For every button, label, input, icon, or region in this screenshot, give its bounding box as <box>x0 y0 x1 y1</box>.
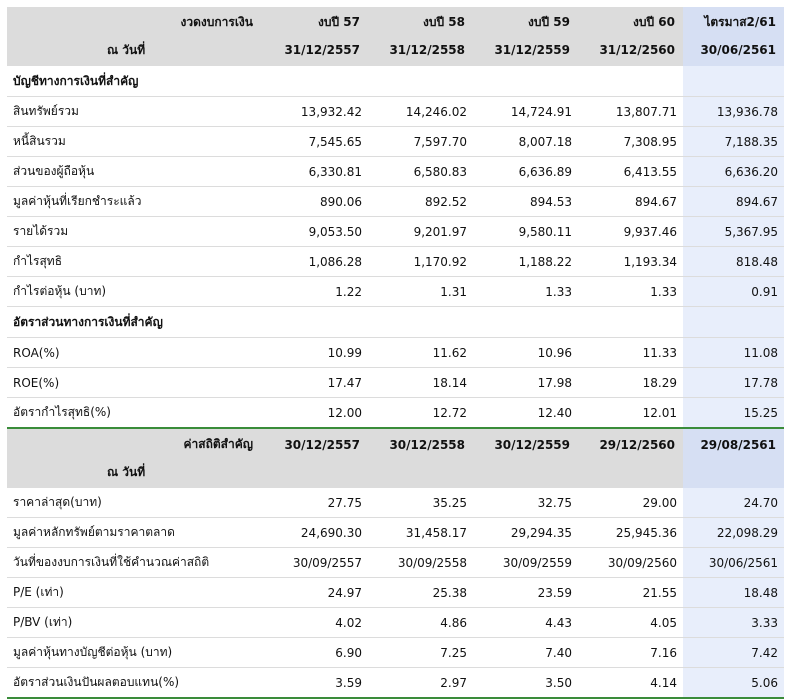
period-header-cell: งบปี 60 <box>578 7 683 36</box>
value-cell: 23.59 <box>473 578 578 608</box>
value-cell: 35.25 <box>368 488 473 518</box>
table-row <box>7 127 784 157</box>
value-cell: 24,690.30 <box>263 518 368 548</box>
row-label: วันที่ของงบการเงินที่ใช้คำนวณค่าสถิติ <box>7 548 263 578</box>
stats-date-cell: 30/12/2558 <box>368 428 473 458</box>
value-cell: 9,053.50 <box>263 217 368 247</box>
table-row <box>7 217 784 247</box>
value-cell: 7.16 <box>578 638 683 668</box>
value-cell: 30/09/2557 <box>263 548 368 578</box>
value-cell: 7.25 <box>368 638 473 668</box>
period-header-title: งวดงบการเงิน <box>7 7 263 36</box>
row-label: กำไรต่อหุ้น (บาท) <box>7 277 263 307</box>
value-cell: 1.33 <box>473 277 578 307</box>
value-cell: 1,193.34 <box>578 247 683 277</box>
value-cell: 3.50 <box>473 668 578 699</box>
value-cell: 22,098.29 <box>683 518 784 548</box>
row-label: ส่วนของผู้ถือหุ้น <box>7 157 263 187</box>
value-cell: 8,007.18 <box>473 127 578 157</box>
value-cell: 7.42 <box>683 638 784 668</box>
value-cell: 14,246.02 <box>368 97 473 127</box>
value-cell: 30/09/2560 <box>578 548 683 578</box>
value-cell: 18.14 <box>368 368 473 398</box>
date-header-cell: 31/12/2559 <box>473 36 578 66</box>
period-header-row <box>7 7 784 36</box>
date-header-cell: 31/12/2557 <box>263 36 368 66</box>
date-header-title: ณ วันที่ <box>7 36 263 66</box>
value-cell: 4.14 <box>578 668 683 699</box>
period-header-cell: งบปี 59 <box>473 7 578 36</box>
value-cell: 13,807.71 <box>578 97 683 127</box>
value-cell: 894.53 <box>473 187 578 217</box>
date-header-cell: 30/06/2561 <box>683 36 784 66</box>
value-cell: 5.06 <box>683 668 784 699</box>
value-cell: 7,308.95 <box>578 127 683 157</box>
table-row <box>7 277 784 307</box>
table-row <box>7 398 784 429</box>
table-row <box>7 368 784 398</box>
value-cell: 30/09/2559 <box>473 548 578 578</box>
row-label: กำไรสุทธิ <box>7 247 263 277</box>
value-cell: 9,937.46 <box>578 217 683 247</box>
value-cell: 15.25 <box>683 398 784 429</box>
value-cell: 892.52 <box>368 187 473 217</box>
value-cell: 13,936.78 <box>683 97 784 127</box>
value-cell: 24.97 <box>263 578 368 608</box>
value-cell: 2.97 <box>368 668 473 699</box>
row-label: อัตราส่วนเงินปันผลตอบแทน(%) <box>7 668 263 699</box>
value-cell: 9,201.97 <box>368 217 473 247</box>
stats-subheader-row <box>7 458 784 488</box>
table-row <box>7 247 784 277</box>
value-cell: 11.33 <box>578 338 683 368</box>
value-cell: 30/06/2561 <box>683 548 784 578</box>
value-cell: 11.08 <box>683 338 784 368</box>
value-cell: 4.86 <box>368 608 473 638</box>
value-cell: 7,545.65 <box>263 127 368 157</box>
stats-date-cell: 29/12/2560 <box>578 428 683 458</box>
value-cell: 1.33 <box>578 277 683 307</box>
value-cell: 18.29 <box>578 368 683 398</box>
value-cell: 21.55 <box>578 578 683 608</box>
value-cell: 25,945.36 <box>578 518 683 548</box>
value-cell: 6,413.55 <box>578 157 683 187</box>
row-label: มูลค่าหุ้นที่เรียกชำระแล้ว <box>7 187 263 217</box>
value-cell: 31,458.17 <box>368 518 473 548</box>
value-cell: 3.59 <box>263 668 368 699</box>
value-cell: 7,188.35 <box>683 127 784 157</box>
row-label: อัตรากำไรสุทธิ(%) <box>7 398 263 429</box>
row-label: ROA(%) <box>7 338 263 368</box>
date-header-row <box>7 36 784 66</box>
value-cell: 29.00 <box>578 488 683 518</box>
value-cell: 894.67 <box>683 187 784 217</box>
section-title-row <box>7 66 784 97</box>
value-cell: 17.98 <box>473 368 578 398</box>
section-title: อัตราส่วนทางการเงินที่สำคัญ <box>7 307 263 338</box>
table-row <box>7 608 784 638</box>
value-cell: 6,636.89 <box>473 157 578 187</box>
value-cell: 7.40 <box>473 638 578 668</box>
value-cell: 25.38 <box>368 578 473 608</box>
stats-date-cell: 29/08/2561 <box>683 428 784 458</box>
value-cell: 818.48 <box>683 247 784 277</box>
value-cell: 12.72 <box>368 398 473 429</box>
value-cell: 890.06 <box>263 187 368 217</box>
value-cell: 4.05 <box>578 608 683 638</box>
row-label: ราคาล่าสุด(บาท) <box>7 488 263 518</box>
value-cell: 17.47 <box>263 368 368 398</box>
period-header-cell: งบปี 57 <box>263 7 368 36</box>
row-label: หนี้สินรวม <box>7 127 263 157</box>
period-header-cell: ไตรมาส2/61 <box>683 7 784 36</box>
stats-subheader-title: ณ วันที่ <box>7 458 263 488</box>
row-label: P/BV (เท่า) <box>7 608 263 638</box>
row-label: สินทรัพย์รวม <box>7 97 263 127</box>
value-cell: 24.70 <box>683 488 784 518</box>
value-cell: 6,636.20 <box>683 157 784 187</box>
value-cell: 0.91 <box>683 277 784 307</box>
value-cell: 13,932.42 <box>263 97 368 127</box>
period-header-cell: งบปี 58 <box>368 7 473 36</box>
row-label: รายได้รวม <box>7 217 263 247</box>
row-label: ROE(%) <box>7 368 263 398</box>
stats-date-cell: 30/12/2559 <box>473 428 578 458</box>
section-title-row <box>7 307 784 338</box>
value-cell: 12.00 <box>263 398 368 429</box>
value-cell: 10.99 <box>263 338 368 368</box>
value-cell: 6.90 <box>263 638 368 668</box>
value-cell: 12.01 <box>578 398 683 429</box>
row-label: มูลค่าหุ้นทางบัญชีต่อหุ้น (บาท) <box>7 638 263 668</box>
financial-summary-table <box>7 7 784 699</box>
date-header-cell: 31/12/2560 <box>578 36 683 66</box>
value-cell: 1,170.92 <box>368 247 473 277</box>
value-cell: 1,086.28 <box>263 247 368 277</box>
value-cell: 7,597.70 <box>368 127 473 157</box>
value-cell: 6,330.81 <box>263 157 368 187</box>
value-cell: 4.43 <box>473 608 578 638</box>
table-row <box>7 638 784 668</box>
value-cell: 4.02 <box>263 608 368 638</box>
value-cell: 10.96 <box>473 338 578 368</box>
value-cell: 14,724.91 <box>473 97 578 127</box>
date-header-cell: 31/12/2558 <box>368 36 473 66</box>
row-label: P/E (เท่า) <box>7 578 263 608</box>
value-cell: 5,367.95 <box>683 217 784 247</box>
value-cell: 11.62 <box>368 338 473 368</box>
value-cell: 1.31 <box>368 277 473 307</box>
value-cell: 30/09/2558 <box>368 548 473 578</box>
table-row <box>7 548 784 578</box>
value-cell: 12.40 <box>473 398 578 429</box>
value-cell: 27.75 <box>263 488 368 518</box>
value-cell: 32.75 <box>473 488 578 518</box>
table-row <box>7 338 784 368</box>
stats-header-title: ค่าสถิติสำคัญ <box>7 428 263 458</box>
table-row <box>7 187 784 217</box>
value-cell: 3.33 <box>683 608 784 638</box>
stats-header-row <box>7 428 784 458</box>
value-cell: 1,188.22 <box>473 247 578 277</box>
value-cell: 9,580.11 <box>473 217 578 247</box>
row-label: มูลค่าหลักทรัพย์ตามราคาตลาด <box>7 518 263 548</box>
stats-date-cell: 30/12/2557 <box>263 428 368 458</box>
table-row <box>7 488 784 518</box>
value-cell: 17.78 <box>683 368 784 398</box>
table-row <box>7 157 784 187</box>
value-cell: 18.48 <box>683 578 784 608</box>
value-cell: 1.22 <box>263 277 368 307</box>
section-title: บัญชีทางการเงินที่สำคัญ <box>7 66 263 97</box>
value-cell: 894.67 <box>578 187 683 217</box>
table-row <box>7 578 784 608</box>
value-cell: 6,580.83 <box>368 157 473 187</box>
table-row <box>7 668 784 699</box>
value-cell: 29,294.35 <box>473 518 578 548</box>
table-row <box>7 518 784 548</box>
table-row <box>7 97 784 127</box>
